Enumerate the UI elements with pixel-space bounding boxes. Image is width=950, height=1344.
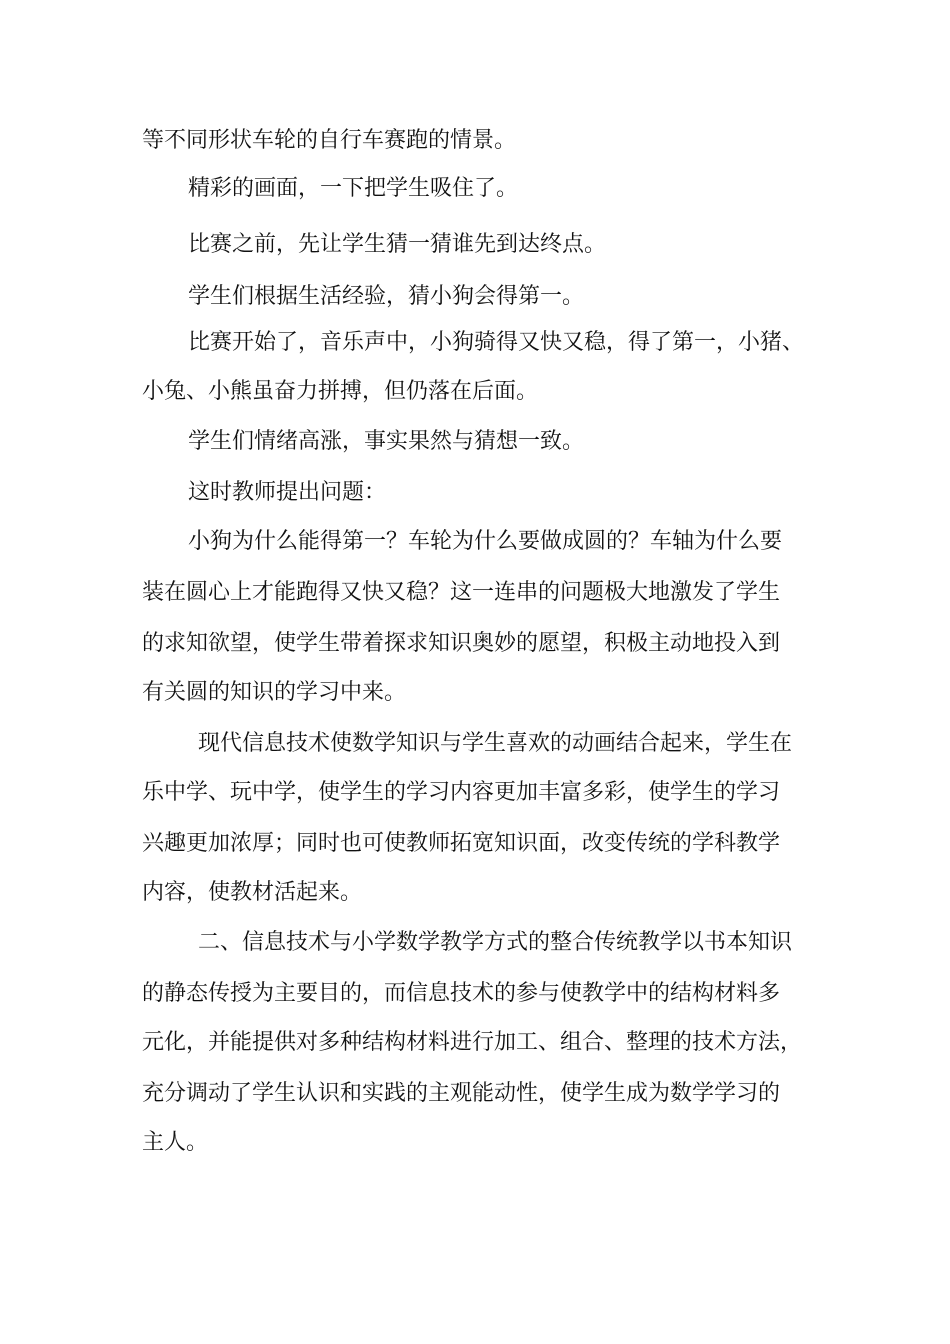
text-line: 兴趣更加浓厚；同时也可使教师拓宽知识面，改变传统的学科教学	[142, 831, 781, 856]
text-line: 内容，使教材活起来。	[142, 880, 363, 905]
text-line: 学生们情绪高涨，事实果然与猜想一致。	[188, 429, 585, 454]
text-line: 有关圆的知识的学习中来。	[142, 680, 407, 705]
text-line: 精彩的画面，一下把学生吸住了。	[188, 176, 519, 201]
text-line: 乐中学、玩中学，使学生的学习内容更加丰富多彩，使学生的学习	[142, 780, 781, 805]
text-line: 等不同形状车轮的自行车赛跑的情景。	[142, 128, 517, 153]
text-line: 的静态传授为主要目的，而信息技术的参与使教学中的结构材料多	[142, 981, 781, 1006]
text-line: 比赛之前，先让学生猜一猜谁先到达终点。	[188, 232, 607, 257]
text-line: 的求知欲望，使学生带着探求知识奥妙的愿望，积极主动地投入到	[142, 631, 781, 656]
text-line: 主人。	[142, 1130, 209, 1155]
text-line: 元化，并能提供对多种结构材料进行加工、组合、整理的技术方法，	[142, 1030, 803, 1055]
text-line: 装在圆心上才能跑得又快又稳？这一连串的问题极大地激发了学生	[142, 580, 781, 605]
text-line: 小兔、小熊虽奋力拼搏，但仍落在后面。	[142, 379, 539, 404]
text-line: 现代信息技术使数学知识与学生喜欢的动画结合起来，学生在	[198, 731, 793, 756]
text-line: 比赛开始了，音乐声中，小狗骑得又快又稳，得了第一，小猪、	[188, 330, 805, 355]
text-line: 学生们根据生活经验，猜小狗会得第一。	[188, 284, 585, 309]
text-line: 这时教师提出问题：	[188, 480, 387, 505]
text-line: 小狗为什么能得第一？车轮为什么要做成圆的？车轴为什么要	[188, 529, 783, 554]
text-line: 二、信息技术与小学数学教学方式的整合传统教学以书本知识	[198, 930, 793, 955]
text-line: 充分调动了学生认识和实践的主观能动性，使学生成为数学学习的	[142, 1081, 781, 1106]
